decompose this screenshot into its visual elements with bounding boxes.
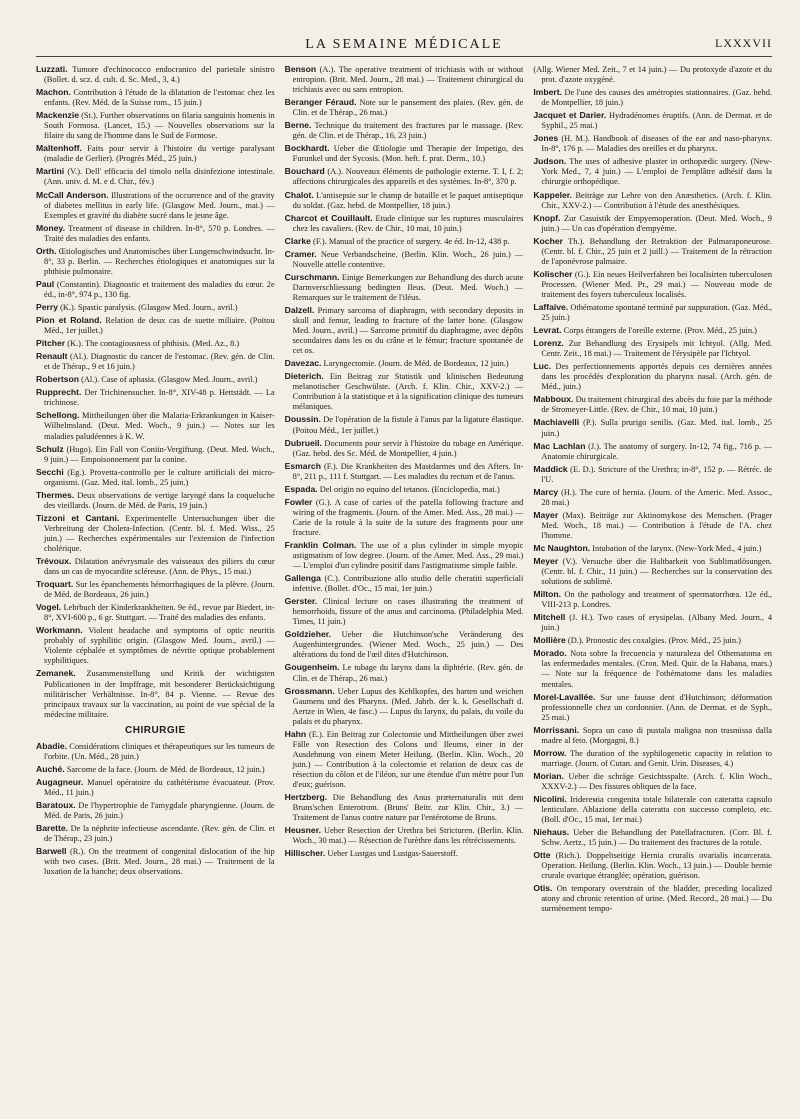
bibliography-entry xyxy=(285,573,524,594)
entry-author: Morel-Lavallée. xyxy=(533,691,596,702)
entry-author: Espada. xyxy=(284,483,318,494)
entry-text: (C.). Contribuzione allo studio delle cheratiti superficiali infettive. (Bollet. d'Oc., 15 mai, 1er juin.) xyxy=(292,574,524,594)
entry-author: Baratoux. xyxy=(36,800,76,810)
entry-author: Bockhardt. xyxy=(284,143,330,154)
entry-text: (J.). The anatomy of surgery. In-12, 74 fig., 716 p. — Anatomie chirurgicale. xyxy=(541,441,772,461)
column-left xyxy=(36,64,275,1109)
bibliography-entry xyxy=(285,64,524,95)
entry-author: Maddick xyxy=(533,463,568,474)
bibliography-entry xyxy=(285,120,524,141)
entry-text: Manuel opératoire du cathétérisme évacuateur. (Prov. Méd., 11 juin.) xyxy=(44,777,275,797)
entry-author: Morado. xyxy=(533,648,567,659)
entry-author: Hahn xyxy=(284,728,307,739)
entry-text: (Hugo). Ein Fall von Coniin-Vergiftung. (Deut. Med. Woch., 9 juin.) — Empoisonnement par la conine. xyxy=(44,444,275,464)
entry-text: Nota sobre la frecuencia y naturaleza del Othematoma en las enfermedades mentales. (Cron. Med. Quir. de la Habana, mars.) — Note sur la fréquence de l'othématome dans les maladies mentales. xyxy=(541,649,772,689)
entry-text: (H. M.). Handbook of diseases of the ear and naso-pharynx. In-8°, 176 p. — Maladies des oreilles et du pharynx. xyxy=(541,134,772,154)
bibliography-entry xyxy=(285,792,524,823)
entry-text: (G.). Ein neues Heilverfahren bei localisirten tuberculosen Processen. (Wiener Med. Pr., 29 mai.) — Nouveau mode de traitement des foyers tuberculeux localisés. xyxy=(541,269,772,299)
entry-author: Gerster. xyxy=(284,596,318,607)
entry-author: Imbert. xyxy=(533,87,562,98)
entry-author: Augagneur. xyxy=(36,776,84,787)
bibliography-entry xyxy=(36,338,275,349)
entry-text: Illustrations of the occurrence and of the gravity of diabetes mellitus in early life. (Glasgow Med. Journ., mai.) — Exemples et gravité du diabète sucré dans le jeune âge. xyxy=(44,190,275,220)
bibliography-entry xyxy=(36,374,275,385)
entry-author: Charcot et Couillault. xyxy=(284,212,373,223)
entry-author: Vogel. xyxy=(36,602,62,613)
entry-text: L'antisepsie sur le champ de bataille et le paquet antiseptique du soldat. (Gaz. hebd. de Montpellier, 18 juin.) xyxy=(292,190,524,210)
bibliography-entry xyxy=(533,64,772,85)
entry-text: Dilatation anévrysmale des vaisseaux des piliers du cœur dans un cas de myocardite scléreuse. (Ann. de Phys., 15 mai.) xyxy=(44,557,275,577)
entry-text: (R.). On the treatment of congenital dislocation of the hip with two cases. (Brit. Med. Journ., 28 mai.) — Traitement de la luxation de la hanche; deux observations. xyxy=(44,847,275,877)
entry-author: Morrow. xyxy=(533,747,567,758)
entry-text: Technique du traitement des fractures par le massage. (Rev. gén. de Clin. et de Thérap., 16, 23 juin.) xyxy=(292,121,524,141)
entry-text: Des perfectionnements apportés depuis ces dernières années dans les procédés d'exploration du pharynx nasal. (Arch. gén. de Méd., juin.) xyxy=(541,362,772,392)
entry-author: Tizzoni et Cantani. xyxy=(36,512,120,523)
entry-text: De l'opération de la fistule à l'anus par la ligature élastique. (Poitou Méd., 1er juillet.) xyxy=(292,415,524,435)
bibliography-entry xyxy=(36,800,275,821)
entry-author: Luc. xyxy=(533,361,551,372)
entry-author: Machiavelli xyxy=(533,417,580,428)
entry-author: Schellong. xyxy=(36,410,80,421)
entry-text: Zusammenstellung und Kritik der wichtigsten Publicationen in der Impffrage, mit besonderer Berücksichtigung militärischer Verhältnisse. In-8°, 84 p. Vienne. — Revue des principaux travaux sur la vaccination, au point de vue spécial de la médecine militaire. xyxy=(44,669,275,719)
bibliography-entry xyxy=(533,827,772,848)
entry-text: Lehrbuch der Kinderkrankheiten. 9e éd., revue par Biedert, in-8°, XVI-600 p., 6 gr. Stuttgart. — Traité des maladies des enfants. xyxy=(44,603,275,623)
entry-text: (A.). The operative treatment of trichiasis with or without entropion. (Brit. Med. Journ., 28 mai.) — Traitement chirurgical du trichiasis avec ou sans entropion. xyxy=(292,65,524,95)
bibliography-entry xyxy=(36,410,275,441)
bibliography-entry xyxy=(285,461,524,482)
entry-author: Thermes. xyxy=(36,489,75,500)
entry-text: On the pathology and treatment of spermatorrhœa. 12e éd., VIII-213 p. Londres. xyxy=(541,590,772,610)
bibliography-entry xyxy=(36,110,275,141)
entry-text: Th.). Behandlung der Retraktion der Palmaraponeurose. (Centr. bl. f. Chir., 25 juin et 2 juill.) — Traitement de la rétraction de l'aponévrose palmaire. xyxy=(541,236,772,266)
entry-author: McCall Anderson. xyxy=(36,189,109,200)
entry-text: (St.). Further observations on filaria sanguinis homenis in South Formosa. (Lancet, 15.) — Nouvelles observations sur la filaire du sang de l'homme dans le Sud de Formose. xyxy=(44,111,275,141)
entry-text: Ueber die Behandlung der Patellafracturen. (Corr. Bl. f. Schw. Aertz., 15 juin.) — Du traitement des fractures de la rotule. xyxy=(541,828,772,848)
entry-text: Faits pour servir à l'histoire du vertige paralysant (maladie de Gerlier). (Progrès Méd., 25 juin.) xyxy=(44,144,275,164)
entry-text: Hydradénomes éruptifs. (Ann. de Dermat. et de Syphil., 25 mai.) xyxy=(541,111,772,131)
entry-author: Machon. xyxy=(36,87,71,98)
entry-author: Otis. xyxy=(533,883,553,894)
bibliography-entry xyxy=(36,444,275,465)
bibliography-entry xyxy=(36,777,275,798)
entry-text: (Al.). Diagnostic du cancer de l'estomac. (Rev. gén. de Clin. et de Thérap., 9 et 16 juin.) xyxy=(44,352,275,372)
entry-author: Clarke xyxy=(284,235,311,246)
entry-text: De l'hypertrophie de l'amygdale pharyngienne. (Journ. de Méd. de Paris, 26 juin.) xyxy=(44,801,275,821)
entry-text: (A.). Nouveaux éléments de pathologie externe. T. I, f. 2; affections chirurgicales des appareils et des systèmes. In-8°, 370 p. xyxy=(292,167,524,187)
entry-text: (V.). Versuche über die Haltbarkeit von Sublimatlösungen. (Centr. bl. f. Chir., 11 juin.) — Recherches sur la conservation des solutions de sublimé. xyxy=(541,557,772,587)
entry-author: Kocher xyxy=(533,235,563,246)
bibliography-entry xyxy=(285,97,524,118)
entry-text: (Constantin). Diagnostic et traitement des maladies du cœur. 2e éd., in-8°, 974 p., 130 fig. xyxy=(44,279,275,299)
bibliography-entry xyxy=(36,741,275,762)
entry-author: Otte xyxy=(533,850,551,861)
bibliography-entry xyxy=(285,236,524,247)
entry-author: Mitchell xyxy=(533,612,566,623)
bibliography-entry xyxy=(533,213,772,234)
entry-text: Iridereмia congenita totale bilaterale con cateratta capsulo lenticulare. Ablazione della cateratta con successo completo, etc. (Boll. d'Oc., 15 mai, 1er mai.) xyxy=(541,795,772,825)
entry-author: Trévoux. xyxy=(36,556,72,567)
bibliography-entry xyxy=(285,484,524,495)
entry-author: Mayer xyxy=(533,509,559,520)
entry-text: Primary sarcoma of diaphragm, with secondary deposits in skull and femur, leading to fracture of the latter bone. (Glasgow Med. Journ., avril.) — Sarcome primitif du diaphragme, avec dépôts secondaires dans les os du crâne et le fémur; fracture spontanée de cet os. xyxy=(292,305,524,356)
entry-author: Paul xyxy=(36,278,55,289)
bibliography-entry xyxy=(285,213,524,234)
entry-text: (F.). Die Krankheiten des Mastdarmes und des Afters. In-8°, 211 p., 111 f. Stuttgart. — Les maladies du rectum et de l'anus. xyxy=(292,461,524,481)
entry-author: Heusner. xyxy=(284,825,321,836)
entry-text: Einige Bemerkungen zur Behandlung des durch acute Darmverschliessung bedingten Ileus. (Deut. Med. Woch.) — Remarques sur le traitement de l'iléus. xyxy=(292,272,524,302)
entry-author: Barette. xyxy=(36,823,68,834)
entry-author: Kolischer xyxy=(533,268,573,279)
entry-author: Hillischer. xyxy=(284,848,326,859)
entry-text: (J. H.). Two cases of erysipelas. (Albany Med. Journ., 4 juin.) xyxy=(541,613,772,633)
entry-text: (E.). Ein Beitrag zur Colectomie und Mittheilungen über zwei Fälle von Resection des Colons und Ileums, einer in der Ausdehnung von einem Meter Heilung. (Berlin. Klin. Woch., 20 juin.) — Contribution à la colectomie et relation de deux cas de résection du côlon et de l'iléon, sur une étendue d'un mètre pour l'un d'eux; guérison. xyxy=(292,729,524,789)
entry-author: Mac Lachlan xyxy=(533,440,586,451)
bibliography-entry xyxy=(36,823,275,844)
bibliography-entry xyxy=(36,764,275,775)
entry-author: Barwell xyxy=(36,846,67,857)
entry-author: Martini xyxy=(36,166,65,177)
entry-author: Fowler xyxy=(284,496,313,507)
entry-text: Neue Verbandscheine. (Berlin. Klin. Woch., 26 juin.) — Nouvelle attelle contentive. xyxy=(292,249,524,269)
entry-author: Levrat. xyxy=(533,325,562,336)
entry-author: Gougenheim. xyxy=(284,662,340,673)
bibliography-entry xyxy=(533,771,772,792)
entry-text: Contribution à l'étude de la dilatation de l'estomac chez les enfants. (Rev. Méd. de la Suisse rom., 15 juin.) xyxy=(44,88,275,108)
entry-text: Ueber Resection der Urethra bei Stricturen. (Berlin. Klin. Woch., 30 mai.) — Résection de l'urèthre dans les rétrécissements. xyxy=(292,826,524,846)
bibliography-entry xyxy=(533,648,772,689)
entry-text: Treatment of disease in children. In-8°, 570 p. Londres. — Traité des maladies des enfants. xyxy=(44,223,275,243)
entry-author: Dalzell. xyxy=(284,304,315,315)
entry-author: Lorenz. xyxy=(533,338,564,349)
entry-text: (Al.). Case of aphasia. (Glasgow Med. Journ., avril.) xyxy=(81,375,258,385)
bibliography-entry xyxy=(533,487,772,508)
entry-text: Sopra un caso di pustala maligna non trasmissa dalla madre al feto. (Morgagni, 8.) xyxy=(541,725,772,745)
entry-text: Ein Beitrag zur Statistik und klinischen Bedeutung melanotischer Geschwülste. (Arch. f. Klin. Chir., XXV-2.) — Contribution à la statistique et à la signification clinique des tumeurs mélaniques. xyxy=(292,372,524,412)
bibliography-entry xyxy=(533,236,772,267)
bibliography-entry xyxy=(533,635,772,646)
bibliography-entry xyxy=(36,64,275,85)
bibliography-entry xyxy=(533,883,772,914)
entry-text: (D.). Pronostic des coxalgies. (Prov. Méd., 25 juin.) xyxy=(567,636,741,646)
entry-text: The duration of the syphilogenetic capacity in relation to marriage. (Journ. of Cutan. and Genit. Urin. Diseases, 4.) xyxy=(541,748,772,768)
bibliography-entry xyxy=(285,358,524,369)
bibliography-entry xyxy=(533,556,772,587)
entry-text: (Allg. Wiener Med. Zeit., 7 et 14 juin.) — Du protoxyde d'azote et du prot. d'azote oxygéné. xyxy=(533,65,772,85)
entry-author: Dieterich. xyxy=(284,371,324,382)
entry-text: (P.). Sulla prurigo senilis. (Gaz. Med. ital. lomb., 25 juin.) xyxy=(541,418,772,438)
bibliography-entry xyxy=(36,246,275,277)
entry-text: (K.). Spastic paralysis. (Glasgow Med. Journ., avril.) xyxy=(60,302,238,312)
entry-author: Judson. xyxy=(533,156,567,167)
entry-text: Experimentelle Untersuchungen über die Verbreitung der Cholera-Infection. (Centr. bl. f. Med. Wiss., 25 juin.) — Recherches expérimentales sur l'extension de l'infection cholérique. xyxy=(44,513,275,553)
bibliography-entry xyxy=(285,371,524,412)
entry-text: Mittheilungen über die Malaria-Erkrankungen in Kaiser-Wilhelmsland. (Deut. Med. Woch., 9 juin.) — Notes sur les maladies paludéennes à K. W. xyxy=(44,411,275,441)
bibliography-entry xyxy=(285,190,524,211)
entry-author: Luzzati. xyxy=(36,64,68,74)
bibliography-entry xyxy=(36,513,275,554)
bibliography-entry xyxy=(285,540,524,571)
entry-author: Doussin. xyxy=(284,414,321,425)
entry-text: The uses of adhesive plaster in orthopædic surgery. (New-York Med., 7, 4 juin.) — L'emploi de l'emplâtre adhésif dans la chirurgie orthopédique. xyxy=(541,157,772,187)
entry-text: Sarcome de la face. (Journ. de Méd. de Bordeaux, 12 juin.) xyxy=(66,764,265,774)
entry-author: Auché. xyxy=(36,763,65,774)
entry-author: Abadie. xyxy=(36,740,68,751)
bibliography-entry xyxy=(533,417,772,438)
entry-author: Goldzieher. xyxy=(284,629,331,640)
bibliography-entry xyxy=(285,497,524,538)
bibliography-entry xyxy=(36,625,275,666)
entry-author: Cramer. xyxy=(284,248,317,259)
bibliography-entry xyxy=(533,612,772,633)
page-header xyxy=(36,34,772,57)
bibliography-entry xyxy=(533,269,772,300)
entry-text: Corps étrangers de l'oreille externe. (Prov. Méd., 25 juin.) xyxy=(563,326,757,336)
entry-text: Deux observations de vertige laryngé dans la coqueluche des vieillards. (Journ. de Méd. de Paris, 19 juin.) xyxy=(44,490,275,510)
bibliography-entry xyxy=(285,143,524,164)
entry-text: (Rich.). Doppeltseitige Hernia cruralis ovarialis incarcerata. Operation. Heilung. (Berlin. Klin. Woch., 13 juin.) — Double hernie crurale ovarique étranglée; opération, guérison. xyxy=(541,851,772,881)
bibliography-entry xyxy=(533,441,772,462)
entry-author: Beranger Féraud. xyxy=(284,97,357,108)
entry-text: Die Behandlung des Anus præternaturalis mit dem Bruns'schen Enterotrom. (Bruns' Beitr. zur Klin. Chir., 3.) — Traitement de l'anus contre nature par l'entérotome de Bruns. xyxy=(292,793,524,823)
entry-author: Davezac. xyxy=(284,358,322,369)
bibliography-entry xyxy=(285,249,524,270)
column-right xyxy=(533,64,772,1109)
entry-author: Marcy xyxy=(533,486,559,497)
entry-author: Milton. xyxy=(533,589,562,600)
bibliography-entry xyxy=(36,602,275,623)
entry-author: Franklin Colman. xyxy=(284,539,357,550)
entry-text: (H.). The cure of hernia. (Journ. of the Americ. Med. Assoc., 28 mai.) xyxy=(541,487,772,507)
bibliography-entry xyxy=(36,668,275,719)
entry-text: Du traitement chirurgical des abcès du foie par la méthode de Stromeyer-Little. (Rev. de Chir., 10 mai, 10 juin.) xyxy=(541,395,772,415)
entry-text: Le tubage du larynx dans la diphtérie. (Rev. gén. de Clin. et de Thérap., 26 mai.) xyxy=(292,663,524,683)
entry-text: (E. D.). Stricture of the Urethra; in-8°, 152 p. — Rétréc. de l'U. xyxy=(541,464,772,484)
entry-author: Hertzberg. xyxy=(284,792,328,803)
bibliography-entry xyxy=(285,662,524,683)
entry-author: Pitcher xyxy=(36,338,66,349)
bibliography-entry xyxy=(285,596,524,627)
entry-author: Dubrueil. xyxy=(284,437,322,448)
bibliography-entry xyxy=(533,361,772,392)
bibliography-entry xyxy=(36,302,275,313)
entry-author: Renault xyxy=(36,351,68,362)
entry-author: Troquart. xyxy=(36,579,74,590)
entry-text: Beiträge zur Lehre von den Anæsthetics. (Arch. f. Klin. Chir., XXV-2.) — Contribution à l'étude des anesthésiques. xyxy=(541,190,772,210)
entry-text: De l'une des causes des amétropies stationnaires. (Gaz. hebd. de Montpellier, 18 juin.) xyxy=(541,88,772,108)
entry-author: Meyer xyxy=(533,556,559,567)
bibliography-entry xyxy=(285,438,524,459)
entry-author: Chalot. xyxy=(284,189,314,200)
entry-text: On temporary overstrain of the bladder, preceding localized atony and chronic retention of urine. (Med. Record., 28 mai.) — Du surmènement tempo- xyxy=(541,884,772,914)
bibliography-entry xyxy=(36,315,275,336)
bibliography-entry xyxy=(533,156,772,187)
bibliography-entry xyxy=(285,414,524,435)
bibliography-entry xyxy=(285,305,524,356)
entry-text: Œtiologisches und Anatomisches über Lungenschwindsucht. In-8°, 33 p. Berlin. — Recherches étiologiques et anatomiques sur la phthisie pulmonaire. xyxy=(44,246,275,276)
bibliography-entry xyxy=(36,166,275,187)
entry-author: Schulz xyxy=(36,443,64,454)
entry-author: Berne. xyxy=(284,120,312,131)
entry-text: The use of a plus cylinder in simple myopic astigmatism of low degree. (Journ. of the Amer. Med. Ass., 29 mai.) — L'emploi d'un cylindre positif dans l'astigmatisme simple faible. xyxy=(292,540,524,571)
entry-author: Mollière xyxy=(533,635,566,646)
entry-text: (K.). The contagiousness of phthisis. (Med. Az., 8.) xyxy=(67,339,240,349)
bibliography-entry xyxy=(533,110,772,131)
bibliography-entry xyxy=(36,351,275,372)
entry-text: Ueber die Œtiologie und Therapie der Impetigo, des Furunkel und der Sycosis. (Mon. heft. f. prat. Derm., 10.) xyxy=(292,144,524,164)
entry-author: Workmann. xyxy=(36,625,83,636)
entry-author: Perry xyxy=(36,301,58,312)
bibliography-entry xyxy=(36,279,275,300)
page-number: LXXXVII xyxy=(715,36,772,50)
bibliography-entry xyxy=(285,686,524,727)
entry-author: Esmarch xyxy=(284,460,321,471)
entry-author: Gallenga xyxy=(284,573,321,584)
bibliography-columns xyxy=(36,64,772,1109)
entry-text: Laryngectomie. (Journ. de Méd. de Bordeaux, 12 juin.) xyxy=(323,359,509,369)
bibliography-entry xyxy=(533,589,772,610)
bibliography-entry xyxy=(533,510,772,541)
bibliography-entry xyxy=(533,302,772,323)
bibliography-entry xyxy=(533,692,772,723)
entry-author: Benson xyxy=(284,64,317,74)
bibliography-entry xyxy=(533,850,772,881)
entry-text: Zur Behandlung des Erysipels mit Ichtyol. (Allg. Med. Centr. Zeit., 18 mai.) — Traitement de l'érysipèle par l'Ichtyol. xyxy=(541,339,772,359)
entry-author: Robertson xyxy=(36,374,79,385)
section-heading: CHIRURGIE xyxy=(125,724,186,736)
bibliography-entry xyxy=(36,190,275,221)
entry-author: Jacquet et Darier. xyxy=(533,110,607,121)
bibliography-entry xyxy=(533,338,772,359)
bibliography-entry xyxy=(533,725,772,746)
entry-text: (F.). Manual of the practice of surgery. 4e éd. In-12, 438 p. xyxy=(313,236,510,246)
bibliography-entry xyxy=(36,846,275,877)
entry-text: Considérations cliniques et thérapeutiques sur les tumeurs de l'orbite. (Un. Méd., 28 juin.) xyxy=(44,741,275,761)
entry-text: Ueber Lupus des Kehlkopfes, des harten und weichen Gaumens und des Pharynx. (Med. Jahrb. der k. k. Gesellschaft d. Aertze in Wien, 4e fasc.) — Lupus du larynx, du palais, du voile du palais et du pharynx. xyxy=(292,686,524,726)
bibliography-entry xyxy=(36,143,275,164)
entry-text: Intubation of the larynx. (New-York Med., 4 juin.) xyxy=(592,543,762,553)
entry-author: Morrissani. xyxy=(533,724,580,735)
entry-text: (G.). A case of caries of the patella following fracture and wiring of the fragments. (Journ. of the Amer. Med. Ass., 28 mai.) — Carie de la rotule à la suite de la suture des fragments pour une fracture. xyxy=(292,497,524,537)
bibliography-entry xyxy=(533,794,772,825)
entry-text: Ueber die Hutchinson'sche Veränderung des Augenhintergrundes. (Wiener Med. Woch., 25 juin.) — Des altérations du fond de l'œil dites d'Hutchinson. xyxy=(292,630,524,660)
bibliography-entry xyxy=(533,133,772,154)
entry-author: Bouchard xyxy=(284,166,325,177)
entry-text: Ueber Lustgas und Lustgas-Sauerstoff. xyxy=(327,849,458,859)
entry-text: De la néphrite infectieuse ascendante. (Rev. gén. de Clin. et de Thérap., 23 juin.) xyxy=(44,824,275,844)
entry-text: (V.). Dell' efficacia del timolo nella disinfezione intestinale. (Ann. univ. d. M. e d. Chir., fév.) xyxy=(44,167,275,187)
bibliography-entry xyxy=(533,543,772,554)
entry-author: Maltenhoff. xyxy=(36,143,82,154)
bibliography-entry xyxy=(36,556,275,577)
entry-author: Mc Naughton. xyxy=(533,542,591,553)
entry-author: Secchi xyxy=(36,466,64,477)
entry-author: Morian. xyxy=(533,770,564,781)
entry-text: Clinical lecture on cases illustrating the treatment of hemorrhoids, fissure of the anus and carcinoma. (Philadelphia Med. Times, 11 juin.) xyxy=(292,597,524,627)
running-title: LA SEMAINE MÉDICALE xyxy=(305,37,503,52)
entry-text: Sur les épanchements hémorrhagiques de la plèvre. (Journ. de Méd. de Bordeaux, 26 juin.) xyxy=(44,580,275,600)
entry-text: Del origin no equino del tetanos. (Enciclopedia, mai.) xyxy=(319,484,500,494)
entry-text: Tumore d'echinococco endocranico del parietale sinistro (Bollet. d. scz. d. cult. d. Sc. Med., 3, 4.) xyxy=(44,65,275,85)
bibliography-entry xyxy=(285,848,524,859)
entry-text: (Max). Beiträge zur Aktinomykose des Menschen. (Prager Med. Woch., 18 mai.) — Contribution à l'étude de l'A. chez l'homme. xyxy=(541,510,772,540)
bibliography-entry xyxy=(285,825,524,846)
entry-author: Nicolini. xyxy=(533,794,567,804)
bibliography-entry xyxy=(36,223,275,244)
entry-author: Jones xyxy=(533,133,559,144)
entry-author: Niehaus. xyxy=(533,827,570,838)
bibliography-entry xyxy=(36,467,275,488)
entry-text: Etude clinique sur les ruptures musculaires chez les cavaliers. (Rev. de Chir., 10 mai, 10 juin.) xyxy=(292,213,524,233)
entry-text: Documents pour servir à l'histoire du tubage en Amérique. (Gaz. hebd. des Sc. Méd. de Montpellier, 4 juin.) xyxy=(292,438,524,458)
bibliography-entry xyxy=(285,729,524,790)
bibliography-entry xyxy=(533,464,772,485)
bibliography-entry xyxy=(533,325,772,336)
entry-author: Grossmann. xyxy=(284,685,335,696)
bibliography-entry xyxy=(36,387,275,408)
entry-text: Note sur le pansement des plaies. (Rev. gén. de Clin. et de Thérap., 26 mai.) xyxy=(292,98,524,118)
entry-text: (Eg.). Provetta-controllo per le culture artificiali dei micro-organismi. (Gaz. Med. ital. lomb., 25 juin.) xyxy=(44,467,275,487)
entry-author: Kappeler. xyxy=(533,189,573,200)
entry-author: Rupprecht. xyxy=(36,387,82,398)
entry-author: Zemanek. xyxy=(36,668,76,679)
bibliography-entry xyxy=(533,394,772,415)
bibliography-entry xyxy=(36,87,275,108)
bibliography-entry xyxy=(285,166,524,187)
bibliography-entry xyxy=(533,190,772,211)
bibliography-entry xyxy=(285,629,524,660)
entry-author: Curschmann. xyxy=(284,271,340,282)
entry-author: Laffaive. xyxy=(533,301,569,312)
entry-text: Der Trichinensucher. In-8°, XIV-48 p. Hettstädt. — La trichinose. xyxy=(44,388,275,408)
entry-text: Othématome spontané terminé par suppuration. (Gaz. Méd., 25 juin.) xyxy=(541,302,772,323)
entry-text: Sur une fausse dent d'Hutchinson; déformation professionnelle chez un cordonnier. (Ann. de Dermat. et de Syph., 25 mai.) xyxy=(541,692,772,722)
entry-author: Money. xyxy=(36,222,65,233)
entry-author: Knopf. xyxy=(533,212,561,223)
entry-author: Mackenzie xyxy=(36,110,79,121)
entry-text: Zur Casuistik der Empyemoperation. (Deut. Med. Woch., 9 juin.) — Un cas d'opération d'empyème. xyxy=(541,213,772,233)
bibliography-entry xyxy=(36,579,275,600)
entry-author: Mabboux. xyxy=(533,394,574,405)
entry-text: Ueber die schräge Gesichtsspalte. (Arch. f. Klin Woch., XXXV-2.) — Des fissures obliques de la face. xyxy=(541,771,772,791)
bibliography-entry xyxy=(36,490,275,511)
entry-text: Relation de deux cas de suette miliaire. (Poitou Méd., 1er juillet.) xyxy=(44,316,275,336)
entry-author: Orth. xyxy=(36,245,57,256)
bibliography-entry xyxy=(285,272,524,303)
bibliography-entry xyxy=(533,87,772,108)
column-middle xyxy=(285,64,524,1109)
bibliography-entry xyxy=(533,748,772,769)
entry-author: Pion et Roland. xyxy=(36,315,102,326)
entry-text: Violent headache and symptoms of optic neuritis probably of syphilitic origin. (Glasgow Med. Journ., avril.) — Violente céphalée et symptômes de névrite optique probablement syphilitiques. xyxy=(44,626,275,666)
